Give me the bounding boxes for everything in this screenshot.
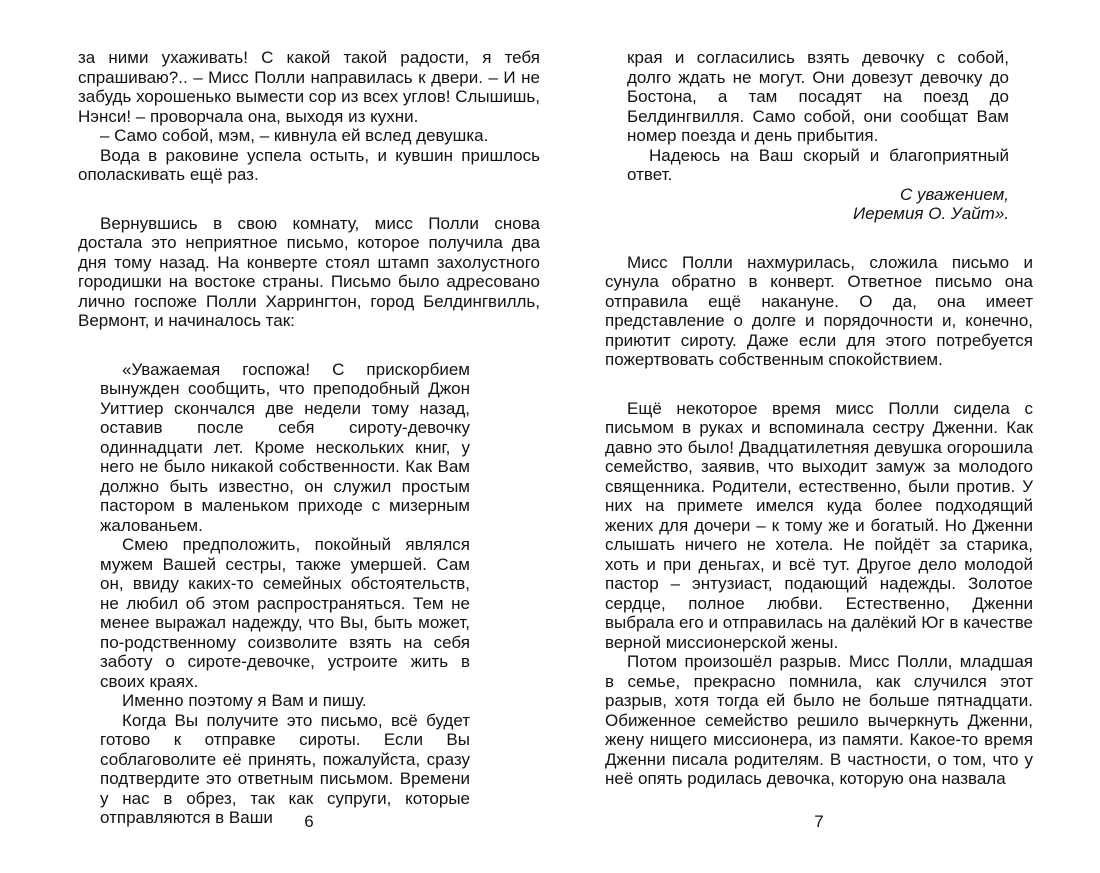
right-page	[605, 48, 1033, 831]
letter-signature-line: С уважением,	[899, 184, 1009, 204]
body-paragraph: Вернувшись в свою комнату, мисс Полли снова достала это неприятное письмо, которое получила два дня тому назад. На конверте стоял штамп захолустного городишки на востоке страны. Письмо было адресовано лично госпоже Полли Харрингтон, город Белдингвилль, Вермонт, и начиналось так:	[78, 213, 540, 330]
left-page-number: 6	[304, 812, 314, 831]
letter-paragraph: Надеюсь на Ваш скорый и благоприятный ответ.	[627, 145, 1009, 184]
body-paragraph: Потом произошёл разрыв. Мисс Полли, младшая в семье, прекрасно помнила, как случился этот разрыв, хотя тогда ей было не больше пятнадцати. Обиженное семейство решило вычеркнуть Дженни, жену нищего миссионера, из памяти. Какое-то время Дженни писала родителям. В частности, о том, что у неё опять родилась девочка, которую она назвала	[605, 652, 1033, 788]
left-page	[78, 48, 540, 831]
letter-paragraph: Когда Вы получите это письмо, всё будет готово к отправке сироты. Если Вы соблаговолите её принять, пожалуйста, сразу подтвердите это ответным письмом. Времени у нас в обрез, так как супруги, которые отправляются в Ваши	[100, 710, 470, 827]
body-paragraph: – Само собой, мэм, – кивнула ей вслед девушка.	[100, 126, 489, 145]
letter-paragraph: «Уважаемая госпожа! С прискорбием вынужден сообщить, что преподобный Джон Уиттиер скончался две недели тому назад, оставив после себя сироту-девочку одиннадцати лет. Кроме нескольких книг, у него не было никакой собственности. Как Вам должно быть известно, он служил простым пастором в маленьком приходе с мизерным жалованьем.	[100, 359, 470, 535]
body-paragraph: Вода в раковине успела остыть, и кувшин пришлось ополаскивать ещё раз.	[78, 145, 540, 184]
right-page-number: 7	[814, 812, 824, 831]
letter-paragraph: Смею предположить, покойный являлся мужем Вашей сестры, также умершей. Сам он, ввиду каких-то семейных обстоятельств, не любил об этом распространяться. Тем не менее выражал надежду, что Вы, быть может, по-родственному соизволите взять на себя заботу о сироте-девочке, устроите жить в своих краях.	[100, 535, 470, 691]
letter-signature-line: Иеремия О. Уайт».	[852, 204, 1009, 223]
body-paragraph: Ещё некоторое время мисс Полли сидела с письмом в руках и вспоминала сестру Дженни. Как давно это было! Двадцатилетняя девушка огорошила семейство, заявив, что выходит замуж за молодого священника. Родители, естественно, были против. У них на примете имелся куда более подходящий жених для дочери – к тому же и богатый. Но Дженни слышать ничего не хотела. Не пойдёт за старика, хоть и при деньгах, и всё тут. Другое дело молодой пастор – энтузиаст, подающий надежды. Золотое сердце, полное любви. Естественно, Дженни выбрала его и отправилась на далёкий Юг в качестве верной миссионерской жены.	[605, 398, 1033, 652]
letter-paragraph: Именно поэтому я Вам и пишу.	[122, 691, 367, 710]
letter-paragraph: края и согласились взять девочку с собой, долго ждать не могут. Они довезут девочку до Бостона, а там посадят на поезд до Белдингвилля. Само собой, они сообщат Вам номер поезда и день прибытия.	[627, 48, 1009, 145]
right-page-text	[605, 48, 1033, 789]
left-page-text	[78, 48, 540, 828]
body-paragraph: за ними ухаживать! С какой такой радости, я тебя спрашиваю?.. – Мисс Полли направилась к двери. – И не забудь хорошенько вымести сор из всех углов! Слышишь, Нэнси! – проворчала она, выходя из кухни.	[78, 48, 540, 126]
body-paragraph: Мисс Полли нахмурилась, сложила письмо и сунула обратно в конверт. Ответное письмо она отправила ещё накануне. О да, она имеет представление о долге и порядочности и, конечно, приютит сироту. Даже если для этого потребуется пожертвовать собственным спокойствием.	[605, 252, 1033, 369]
